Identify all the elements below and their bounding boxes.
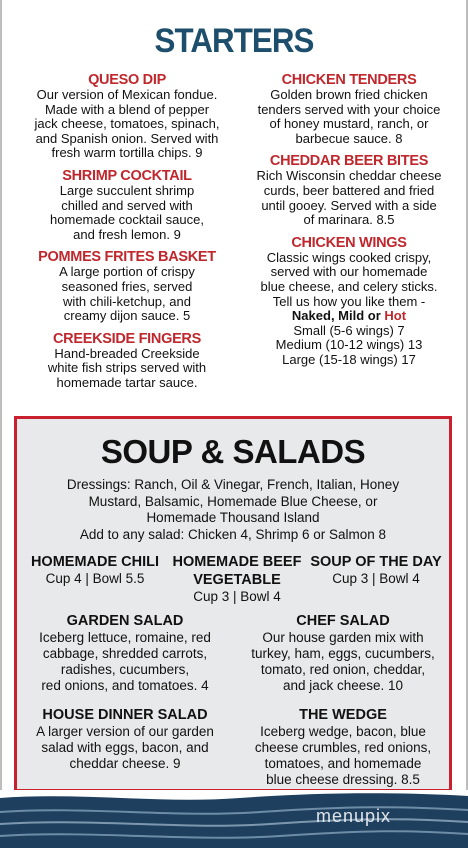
soup-price: Cup 3 | Bowl 4 [193, 589, 281, 604]
menu-item [20, 331, 234, 391]
salad-name: CHEF SALAD [296, 613, 390, 629]
menu-item-desc: Classic wings cooked crispy, served with our homemade blue cheese, and celery sticks. Tell us how you like them - [260, 249, 438, 309]
starters-right-column [240, 72, 458, 375]
menu-item-name: SHRIMP COCKTAIL [62, 167, 192, 184]
soup-name: HOMEMADE BEEF VEGETABLE [172, 554, 302, 588]
salad-name: HOUSE DINNER SALAD [42, 707, 208, 723]
soup-item [171, 553, 303, 605]
soup-price: Cup 4 | Bowl 5.5 [45, 571, 145, 586]
soup-name: SOUP OF THE DAY [310, 554, 442, 570]
menu-item [20, 249, 234, 323]
soup-salads-panel [14, 416, 452, 792]
menu-item [20, 72, 234, 161]
menu-item [20, 168, 234, 242]
salad-desc: Iceberg wedge, bacon, blue cheese crumbles, red onions, tomatoes, and homemade blue cheese dressing. 8.5 [254, 724, 432, 787]
soup-price: Cup 3 | Bowl 4 [332, 571, 420, 586]
starters-heading: STARTERS [154, 22, 314, 60]
salad-name: GARDEN SALAD [66, 613, 184, 629]
soup-item [309, 553, 443, 587]
menu-item-desc: Rich Wisconsin cheddar cheese curds, beer battered and fried until gooey. Served with a side of marinara. 8.5 [256, 168, 442, 228]
menu-item [240, 235, 458, 368]
menupix-watermark: menupix [316, 806, 392, 826]
menu-item-name: CREEKSIDE FINGERS [53, 330, 201, 347]
salad-item [241, 707, 445, 788]
dressings-note: Dressings: Ranch, Oil & Vinegar, French, Italian, Honey Mustard, Balsamic, Homemade Blue Cheese, or Homemade Thousand Island Add to any salad: Chicken 4, Shrimp 6 or Salmon 8 [66, 477, 400, 542]
wave-band [0, 790, 468, 848]
wing-style-options: Naked, Mild or Hot [291, 308, 407, 324]
salad-desc: Iceberg lettuce, romaine, red cabbage, shredded carrots, radishes, cucumbers, red onions, and tomatoes. 4 [39, 630, 211, 693]
menu-item-desc: Large succulent shrimp chilled and served with homemade cocktail sauce, and fresh lemon. 9 [50, 182, 204, 242]
salad-name: THE WEDGE [299, 707, 387, 723]
menu-item-desc: Hand-breaded Creekside white fish strips served with homemade tartar sauce. [47, 345, 207, 390]
wing-sizes: Small (5-6 wings) 7 Medium (10-12 wings) 13 Large (15-18 wings) 17 [275, 322, 423, 367]
menu-item-desc: A large portion of crispy seasoned fries, served with chili-ketchup, and creamy dijon sauce. 5 [59, 264, 195, 324]
starters-left-column [20, 72, 234, 398]
menu-item-name: CHICKEN WINGS [291, 234, 407, 251]
soup-name: HOMEMADE CHILI [30, 554, 160, 570]
menu-item-desc: Our version of Mexican fondue. Made with a blend of pepper jack cheese, tomatoes, spinach, and Spanish onion. Served with fresh warm tortilla chips. 9 [34, 87, 220, 161]
menu-item-name: CHEDDAR BEER BITES [269, 153, 429, 170]
soup-salads-heading: SOUP & SALADS [100, 433, 366, 470]
soup-item [25, 553, 165, 587]
menu-item-desc: Golden brown fried chicken tenders served with your choice of honey mustard, ranch, or barbecue sauce. 8 [257, 87, 441, 146]
page-edge-left [0, 0, 2, 848]
hot-option: Hot [384, 308, 407, 324]
menu-item [240, 72, 458, 146]
menu-item-name: POMMES FRITES BASKET [38, 249, 216, 266]
salad-item [25, 707, 225, 772]
salad-item [25, 613, 225, 694]
menu-item [240, 153, 458, 227]
menu-item-name: CHICKEN TENDERS [281, 72, 417, 88]
salad-item [241, 613, 445, 694]
salad-desc: A larger version of our garden salad with eggs, bacon, and cheddar cheese. 9 [36, 724, 214, 771]
menu-item-name: QUESO DIP [88, 72, 166, 88]
salad-desc: Our house garden mix with turkey, ham, eggs, cucumbers, tomato, red onion, cheddar, and jack cheese. 10 [251, 630, 435, 693]
